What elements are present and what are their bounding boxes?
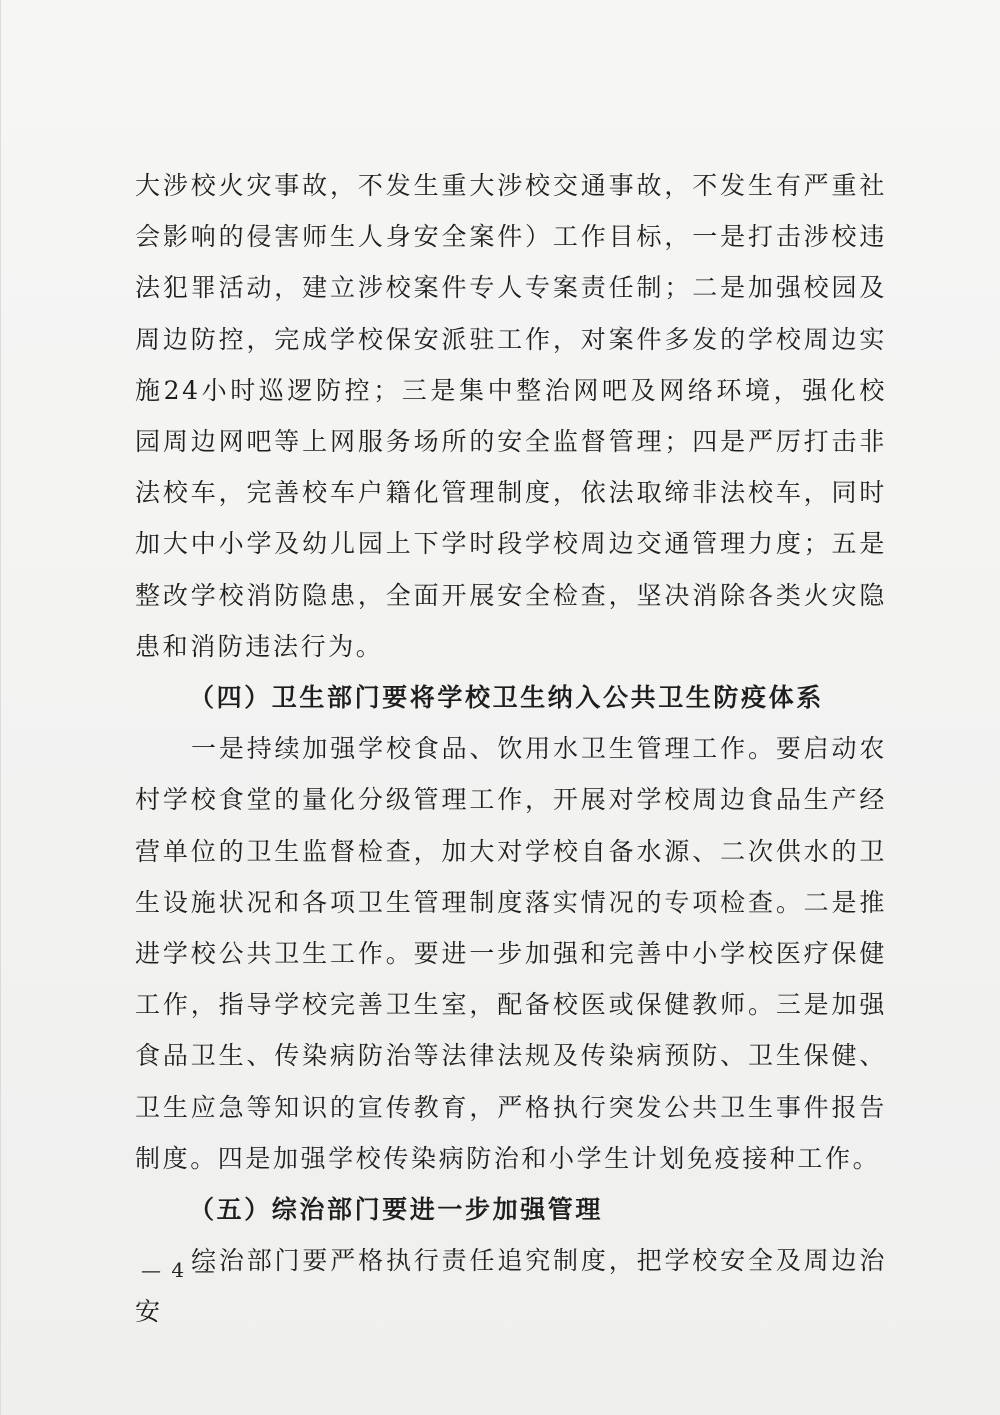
paragraph-management: 综治部门要严格执行责任追究制度，把学校安全及周边治安 [135,1246,887,1327]
paragraph-safety-goals: 大涉校火灾事故，不发生重大涉校交通事故，不发生有严重社会影响的侵害师生人身安全案件）工作目标，一是打击涉校违法犯罪活动，建立涉校案件专人专案责任制；二是加强校园及周边防控，完成学校保安派驻工作，对案件多发的学校周边实施24小时巡逻防控；三是集中整治网吧及网络环境，强化校园周边网吧等上网服务场所的安全监督管理；四是严厉打击非法校车，完善校车户籍化管理制度，依法取缔非法校车，同时加大中小学及幼儿园上下学时段学校周边交通管理力度；五是整改学校消防隐患，全面开展安全检查，坚决消除各类火灾隐患和消防违法行为。 [135,171,887,661]
section-heading-health: （四）卫生部门要将学校卫生纳入公共卫生防疫体系 [189,683,824,713]
page-number: — 4 — [141,1258,217,1282]
section-heading-management: （五）综治部门要进一步加强管理 [189,1195,604,1225]
document-body [135,160,887,1338]
paragraph-health: 一是持续加强学校食品、饮用水卫生管理工作。要启动农村学校食堂的量化分级管理工作，开展对学校周边食品生产经营单位的卫生监督检查，加大对学校自备水源、二次供水的卫生设施状况和各项卫生管理制度落实情况的专项检查。二是推进学校公共卫生工作。要进一步加强和完善中小学校医疗保健工作，指导学校完善卫生室，配备校医或保健教师。三是加强食品卫生、传染病防治等法律法规及传染病预防、卫生保健、卫生应急等知识的宣传教育，严格执行突发公共卫生事件报告制度。四是加强学校传染病防治和小学生计划免疫接种工作。 [135,734,887,1173]
